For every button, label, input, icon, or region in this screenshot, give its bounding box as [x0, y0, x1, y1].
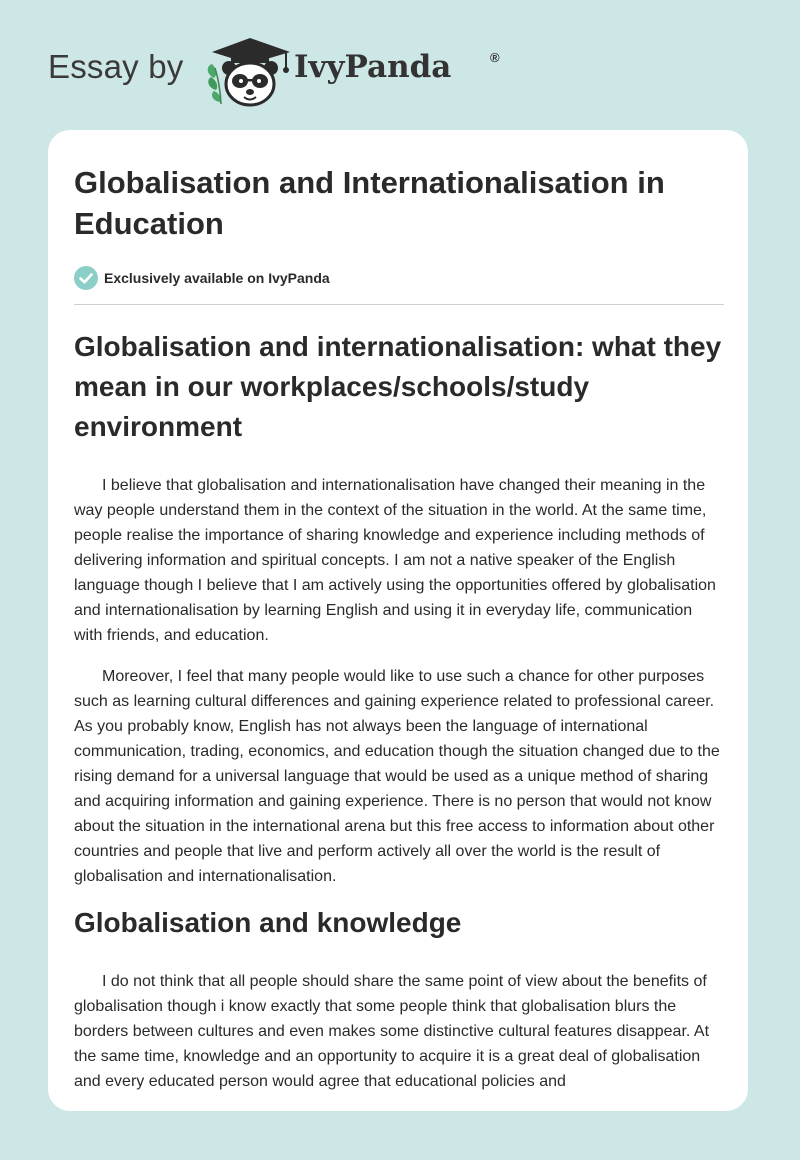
essay-by-label: Essay by [48, 48, 184, 85]
exclusive-label: Exclusively available on IvyPanda [104, 270, 330, 286]
ivypanda-brand-name[interactable]: IvyPanda [294, 49, 452, 85]
paragraph: I do not think that all people should share the same point of view about the benefits of globalisation though i know exactly that some people think that globalisation blurs the borders between cultures and even makes some distinctive cultural features disappear. At the same time, knowledge and an opportunity to acquire it is a great deal of globalisation and every educated person would agree that educational policies and [74, 973, 710, 1090]
paragraph: Moreover, I feel that many people would like to use such a chance for other purposes such as learning cultural differences and gaining experience related to professional career. As you probably know, English has not always been the language of international communication, trading, economics, and education though the situation changed due to the rising demand for a universal language that would be used as a unique method of sharing and acquiring information and gaining experience. There is no person that would not know about the situation in the international arena but this free access to information about other countries and people that live and perform actively all over the world is the result of globalisation and internationalisation. [74, 668, 720, 885]
section-heading: Globalisation and internationalisation: what they mean in our workplaces/schools/study environment [74, 331, 722, 442]
paragraph: I believe that globalisation and internationalisation have changed their meaning in the way people understand them in the context of the situation in the world. At the same time, people realise the importance of sharing knowledge and experience including methods of delivering information and spiritual concepts. I am not a native speaker of the English language though I believe that I am actively using the opportunities offered by globalisation and internationalisation by learning English and using it in everyday life, communication with friends, and education. [74, 477, 716, 644]
check-circle-icon [74, 266, 98, 290]
essay-title: Globalisation and Internationalisation in Education [74, 165, 665, 241]
ivypanda-logo-icon[interactable] [200, 34, 296, 110]
exclusive-badge [74, 264, 724, 292]
essay-card [48, 130, 748, 1111]
registered-mark: ® [490, 50, 500, 65]
site-header [48, 32, 508, 112]
title-divider [74, 304, 724, 305]
section-heading: Globalisation and knowledge [74, 907, 462, 938]
essay-content [74, 162, 724, 1094]
